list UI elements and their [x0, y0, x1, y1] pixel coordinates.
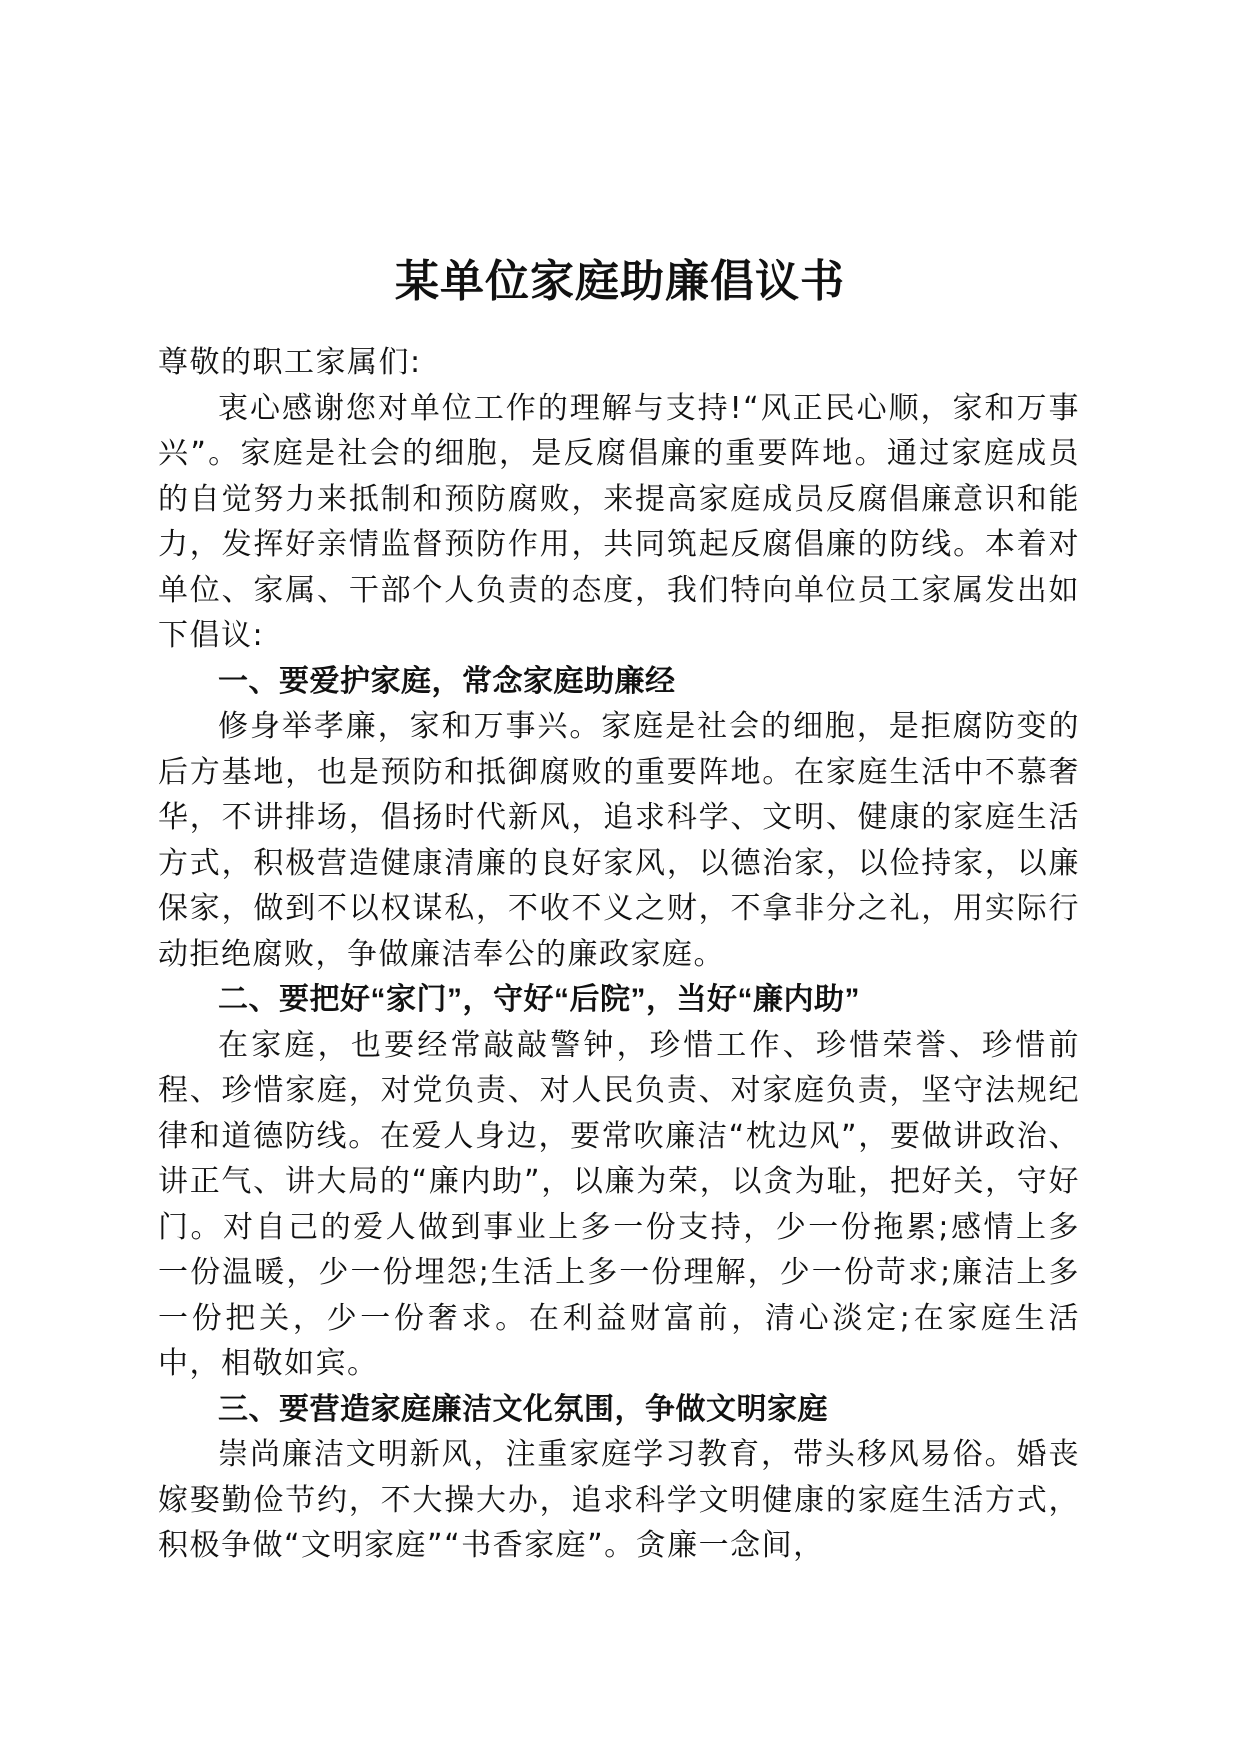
document-title: 某单位家庭助廉倡议书 — [395, 256, 845, 307]
section-3-paragraph: 崇尚廉洁文明新风，注重家庭学习教育，带头移风易俗。婚丧嫁娶勤俭节约，不大操大办，追求科学文明健康的家庭生活方式，积极争做“文明家庭”“书香家庭”。贪廉一念间， — [158, 1437, 1080, 1563]
intro-paragraph: 衷心感谢您对单位工作的理解与支持!“风正民心顺，家和万事兴”。家庭是社会的细胞，是反腐倡廉的重要阵地。通过家庭成员的自觉努力来抵制和预防腐败，来提高家庭成员反腐倡廉意识和能力，发挥好亲情监督预防作用，共同筑起反腐倡廉的防线。本着对单位、家属、干部个人负责的态度，我们特向单位员工家属发出如下倡议: — [158, 390, 1080, 653]
section-2-paragraph: 在家庭，也要经常敲敲警钟，珍惜工作、珍惜荣誉、珍惜前程、珍惜家庭，对党负责、对人民负责、对家庭负责，坚守法规纪律和道德防线。在爱人身边，要常吹廉洁“枕边风”，要做讲政治、讲正气、讲大局的“廉内助”，以廉为荣，以贪为耻，把好关，守好门。对自己的爱人做到事业上多一份支持，少一份拖累;感情上多一份温暖，少一份埋怨;生活上多一份理解，少一份苛求;廉洁上多一份把关，少一份奢求。在利益财富前，清心淡定;在家庭生活中，相敬如宾。 — [158, 1027, 1080, 1381]
section-2-heading: 二、要把好“家门”，守好“后院”，当好“廉内助” — [218, 983, 860, 1016]
section-1-heading: 一、要爱护家庭，常念家庭助廉经 — [218, 664, 676, 698]
salutation: 尊敬的职工家属们: — [158, 345, 422, 380]
section-3-heading: 三、要营造家庭廉洁文化氛围，争做文明家庭 — [218, 1392, 828, 1426]
section-1-paragraph: 修身举孝廉，家和万事兴。家庭是社会的细胞，是拒腐防变的后方基地，也是预防和抵御腐败的重要阵地。在家庭生活中不慕奢华，不讲排场，倡扬时代新风，追求科学、文明、健康的家庭生活方式，积极营造健康清廉的良好家风，以德治家，以俭持家，以廉保家，做到不以权谋私，不收不义之财，不拿非分之礼，用实际行动拒绝腐败，争做廉洁奉公的廉政家庭。 — [158, 709, 1080, 972]
document-body — [158, 340, 1080, 1569]
